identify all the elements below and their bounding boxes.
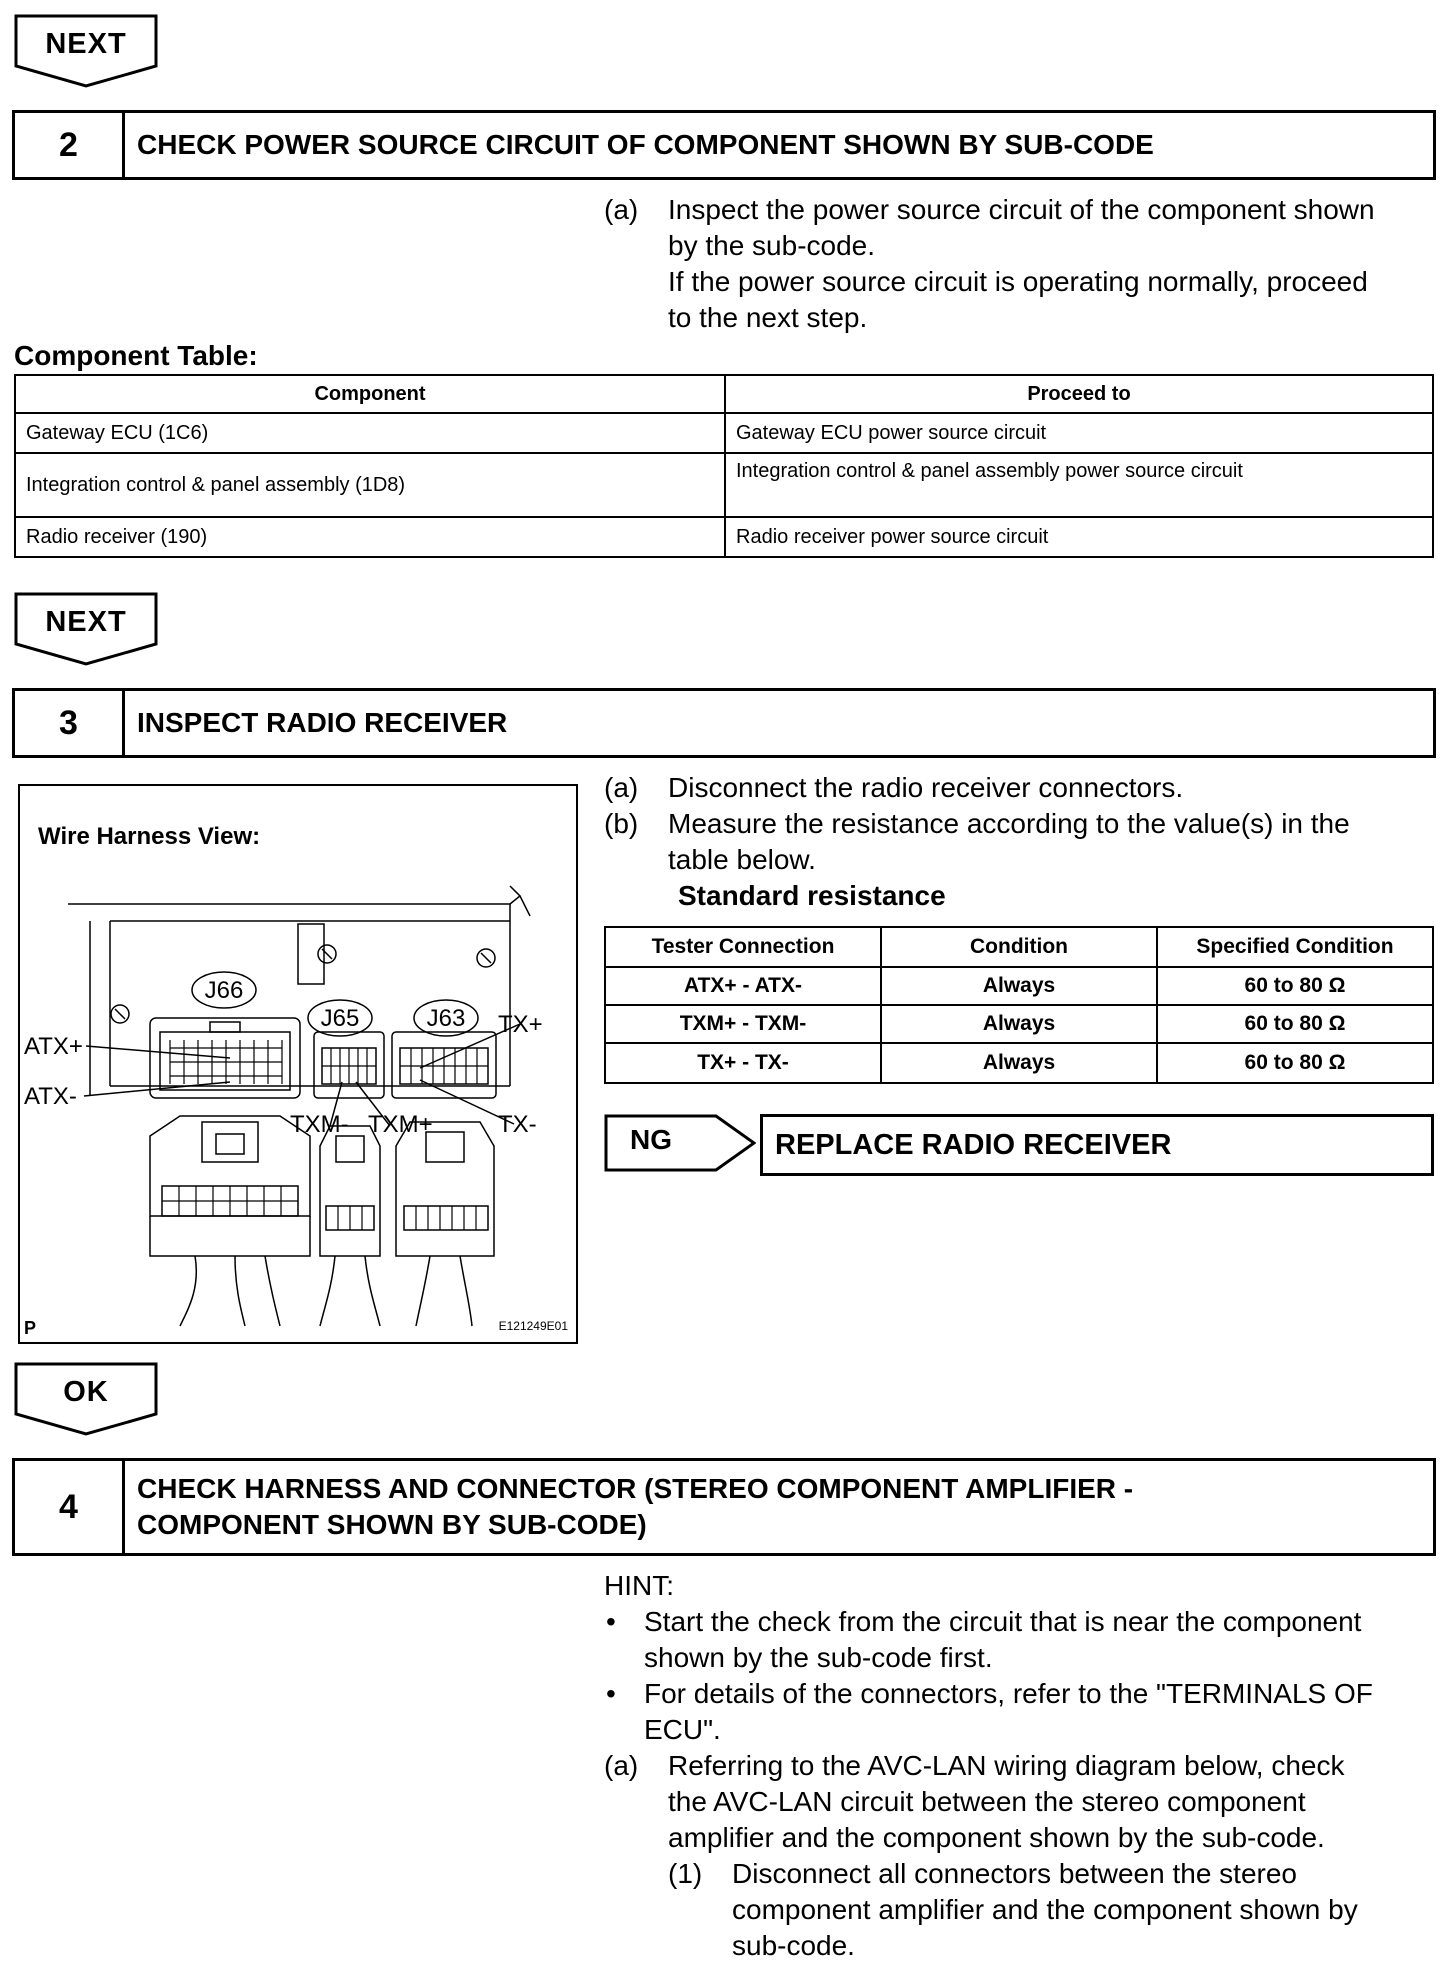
bullet-icon: • [606,1678,616,1709]
table-row [15,413,1433,453]
step-3-item-b [604,806,1350,878]
step-2-item-a [604,192,1375,336]
step-2-header [12,110,1436,180]
step-title-line: COMPONENT SHOWN BY SUB-CODE) [137,1509,647,1540]
terminal-label-atx-plus: ATX+ [24,1033,83,1060]
step-number: 2 [15,113,125,177]
connector-label-j65: J65 [320,1005,360,1032]
step-title [125,1461,1433,1553]
step-3-item-a [604,770,1183,806]
step-title-line: CHECK HARNESS AND CONNECTOR (STEREO COMPONENT AMPLIFIER - [137,1473,1134,1504]
table-cell: Always [881,1005,1157,1043]
standard-resistance-label: Standard resistance [678,880,946,911]
table-cell: Radio receiver power source circuit [725,517,1433,557]
item-text: Disconnect the radio receiver connectors. [668,772,1184,803]
item-text: component amplifier and the component shown by [732,1894,1358,1925]
table-cell: ATX+ - ATX- [605,967,881,1005]
table-cell: Radio receiver (190) [15,517,725,557]
item-text: Measure the resistance according to the value(s) in the [668,808,1350,839]
step-number: 3 [15,691,125,755]
item-marker: (a) [604,772,639,803]
item-text: to the next step. [668,302,868,333]
item-text: Start the check from the circuit that is near the component [644,1606,1362,1637]
table-cell: Gateway ECU (1C6) [15,413,725,453]
table-row [605,1043,1433,1083]
item-marker: (a) [604,1750,639,1781]
ok-label: OK [63,1376,109,1408]
item-text: ECU". [644,1714,721,1745]
step-title: INSPECT RADIO RECEIVER [137,707,508,738]
next-arrow-1 [14,14,160,88]
item-marker: (1) [668,1858,703,1889]
table-cell: Always [881,967,1157,1005]
step-title: CHECK POWER SOURCE CIRCUIT OF COMPONENT SHOWN BY SUB-CODE [137,129,1154,160]
replace-radio-receiver-box: REPLACE RADIO RECEIVER [760,1114,1434,1176]
item-marker: (b) [604,808,639,839]
table-cell: Gateway ECU power source circuit [725,413,1433,453]
table-header: Condition [881,927,1157,967]
ng-arrow [604,1114,756,1172]
item-text: table below. [668,844,816,875]
arrow-right-shape-icon [604,1114,756,1172]
wire-harness-diagram [18,784,578,1344]
component-table [14,374,1434,558]
table-row [605,967,1433,1005]
next-label: NEXT [45,28,127,60]
table-cell: 60 to 80 Ω [1157,1043,1433,1083]
item-text: amplifier and the component shown by the sub-code. [668,1822,1325,1853]
table-row [15,517,1433,557]
diagram-corner-p: P [24,1318,37,1338]
item-text: Referring to the AVC-LAN wiring diagram below, check [668,1750,1345,1781]
item-marker: (a) [604,194,639,225]
connector-label-j63: J63 [426,1005,466,1032]
item-text: sub-code. [732,1930,855,1961]
table-cell: Integration control & panel assembly (1D8) [15,453,725,517]
step-3-header [12,688,1436,758]
diagram-title: Wire Harness View: [38,823,261,850]
ng-label: NG [630,1124,672,1155]
item-text: If the power source circuit is operating normally, proceed [668,266,1368,297]
terminal-label-txm-minus: TXM- [290,1111,349,1138]
next-label: NEXT [45,606,127,638]
table-header: Tester Connection [605,927,881,967]
table-header: Proceed to [725,375,1433,413]
table-header: Specified Condition [1157,927,1433,967]
item-text: Disconnect all connectors between the stereo [732,1858,1297,1889]
step-4-subitem-1 [668,1856,1358,1964]
step-4-header [12,1458,1436,1556]
table-cell: Integration control & panel assembly power source circuit [725,453,1433,517]
table-header: Component [15,375,725,413]
next-arrow-2 [14,592,160,666]
table-cell: 60 to 80 Ω [1157,1005,1433,1043]
table-row [15,453,1433,517]
component-table-label: Component Table: [14,340,258,371]
radio-receiver-connector-illustration [20,786,576,1342]
hint-label: HINT: [604,1570,674,1601]
item-text: shown by the sub-code first. [644,1642,993,1673]
resistance-table [604,926,1434,1084]
connector-label-j66: J66 [204,977,244,1004]
ok-arrow [14,1362,160,1436]
table-cell: TX+ - TX- [605,1043,881,1083]
item-text: Inspect the power source circuit of the component shown [668,194,1375,225]
item-text: the AVC-LAN circuit between the stereo component [668,1786,1306,1817]
table-cell: TXM+ - TXM- [605,1005,881,1043]
bullet-icon: • [606,1606,616,1637]
terminal-label-atx-minus: ATX- [24,1083,77,1110]
hint-bullet-2 [604,1676,1373,1748]
terminal-label-tx-minus: TX- [498,1111,537,1138]
terminal-label-tx-plus: TX+ [498,1011,543,1038]
terminal-label-txm-plus: TXM+ [368,1111,433,1138]
step-4-item-a [604,1748,1358,1964]
diagram-code: E121249E01 [498,1319,568,1333]
table-cell: 60 to 80 Ω [1157,967,1433,1005]
item-text: For details of the connectors, refer to the "TERMINALS OF [644,1678,1373,1709]
hint-bullet-1 [604,1604,1361,1676]
table-cell: Always [881,1043,1157,1083]
table-row [605,1005,1433,1043]
item-text: by the sub-code. [668,230,876,261]
step-number: 4 [15,1461,125,1553]
